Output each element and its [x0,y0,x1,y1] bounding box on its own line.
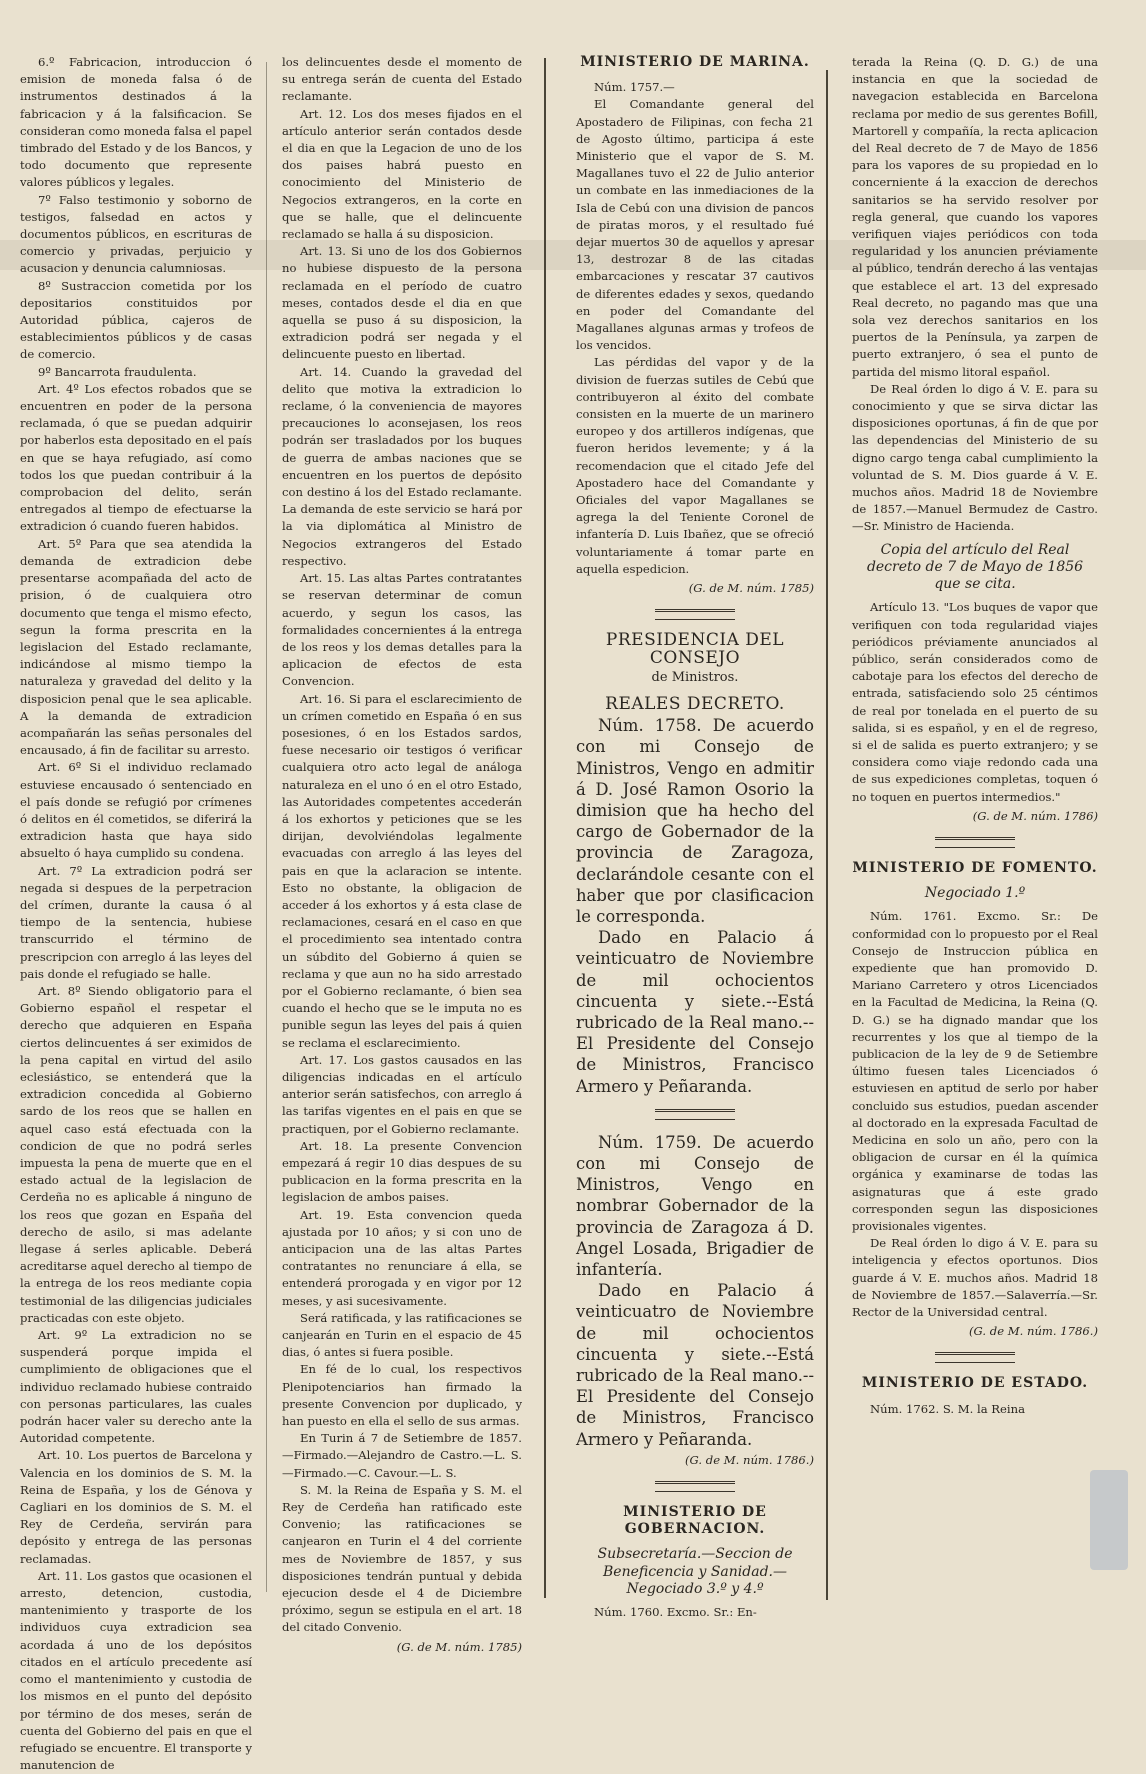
paragraph: Art. 9º La extradicion no se suspenderá porque impida el cumplimiento de obligaciones que el individuo reclamado hubiese contraido con personas particulares, las cuales podrán hacer valer su derecho ante la Autoridad competente. [20,1328,252,1446]
decrees-heading: REALES DECRETO. [605,693,785,714]
section-divider [655,1109,735,1120]
source-reference: (G. de M. núm. 1785) [688,581,814,596]
paragraph: Núm. 1762. S. M. la Reina [870,1401,1025,1416]
column-3 [576,54,814,1621]
paragraph: Artículo 13. "Los buques de vapor que verifiquen con toda regularidad viajes periódicos préviamente anunciados al público, serán considerados como de cabotaje para los efectos del derecho de entrada, satisfaciendo solo 25 céntimos de real por tonelada en el puerto de su salida, si es español, y en el de regreso, si el de salida es puerto extranjero; y se considera como viaje redondo cada una de sus expediciones completas, toquen ó no toquen en puertos intermedios." [852,600,1098,804]
paragraph: Art. 16. Si para el esclarecimiento de un crímen cometido en España ó en sus posesiones, ó en los Estados sardos, fuese necesario oir testigos ó verificar cualquiera otro acto legal de análoga naturaleza en el uno ó en el otro Estado, las Autoridades competentes accederán á los exhortos y peticiones que se les dirijan, devolviéndolas legalmente evacuadas con arreglo á las leyes del pais en que la aclaracion se intente. Esto no obstante, la obligacion de acceder á los exhortos y á esta clase de reclamaciones, cesará en el caso en que el procedimiento sea intentado contra un súbdito del Gobierno á quien se reclama y que aun no ha sido arrestado por el Gobierno reclamante, ó bien sea cuando el hecho que se le imputa no es punible segun las leyes del pais á quien se reclama el esclarecimiento. [282,691,522,1050]
paragraph: Art. 10. Los puertos de Barcelona y Valencia en los dominios de S. M. la Reina de España, y los de Génova y Cagliari en los dominios de S. M. el Rey de Cerdeña, servirán para depósito y entrega de las personas reclamadas. [20,1448,252,1566]
paragraph: Art. 7º La extradicion podrá ser negada si despues de la perpetracion del crímen, durante la causa ó al tiempo de la sentencia, hubiese transcurrido el término de prescripcion con arreglo á las leyes del pais donde el refugiado se halle. [20,863,252,981]
paragraph: S. M. la Reina de España y S. M. el Rey de Cerdeña han ratificado este Convenio; las ratificaciones se canjearon en Turin el 4 del corriente mes de Noviembre de 1857, y sus disposiciones tendrán puntual y debida ejecucion desde el 4 de Diciembre próximo, segun se estipula en el art. 18 del citado Convenio. [282,1482,522,1635]
source-reference: (G. de M. núm. 1786) [972,808,1098,823]
copy-heading: Copia del artículo del Real decreto de 7 de Mayo de 1856 que se cita. [866,541,1084,593]
paragraph: En fé de lo cual, los respectivos Plenipotenciarios han firmado la presente Convencion por duplicado, y han puesto en ella el sello de sus armas. [282,1362,522,1429]
paragraph: Art. 5º Para que sea atendida la demanda de extradicion debe presentarse acompañada del acto de prision, ó de cualquiera otro documento que tenga el mismo efecto, segun la forma prescrita en la legislacion del Estado reclamante, indicándose al mismo tiempo la naturaleza y gravedad del delito y la disposicion penal que le sea aplicable. A la demanda de extradicion acompañarán las señas personales del encausado, á fin de facilitar su arresto. [20,536,252,758]
decree-date: Dado en Palacio á veinticuatro de Noviembre de mil ochocientos cincuenta y siete.--Está rubricado de la Real mano.--El Presidente del Consejo de Ministros, Francisco Armero y Peñaranda. [576,1281,814,1449]
source-reference: (G. de M. núm. 1785) [396,1639,522,1654]
paragraph: Art. 17. Los gastos causados en las diligencias indicadas en el artículo anterior serán satisfechos, con arreglo á las tarifas vigentes en el pais en que se practiquen, por el Gobierno reclamante. [282,1052,522,1136]
paragraph: Las pérdidas del vapor y de la division de fuerzas sutiles de Cebú que contribuyeron al éxito del combate consisten en la muerte de un marinero europeo y dos artilleros indígenas, que fueron heridos levemente; y á la recomendacion que el citado Jefe del Apostadero hace del Comandante y Oficiales del vapor Magallanes se agrega la del Teniente Coronel de infantería D. Luis Ibañez, que se ofreció voluntariamente á tomar parte en aquella espedicion. [576,355,814,576]
paragraph: terada la Reina (Q. D. G.) de una instancia en que la sociedad de navegacion establecida en Barcelona reclama por medio de sus gerentes Bofill, Martorell y compañía, la recta aplicacion del Real decreto de 7 de Mayo de 1856 para los vapores de su propiedad en lo concerniente á la exaccion de derechos sanitarios se ha servido resolver por regla general, que cuando los vapores verifiquen viajes periódicos con toda regularidad y los anuncien préviamente al público, tendrán derecho á las ventajas que establece el art. 13 del expresado Real decreto, no pagando mas que una sola vez derechos sanitarios en los puertos de la Península, ya zarpen de puerto extranjero, ó sea el punto de partida del mismo litoral español. [852,55,1098,379]
paragraph: 9º Bancarrota fraudulenta. [38,364,197,379]
paragraph: 6.º Fabricacion, introduccion ó emision de moneda falsa ó de instrumentos destinados á la fabricacion y á la falsificacion. Se consideran como moneda falsa el papel timbrado del Estado y de los Bancos, y todo documento que represente valores públicos y legales. [20,55,252,190]
column-rule [826,70,828,1600]
paragraph: Art. 11. Los gastos que ocasionen el arresto, detencion, custodia, mantenimiento y trasporte de los individuos cuya extradicion sea acordada á uno de los depósitos citados en el artículo precedente así como el mantenimiento y custodia de los mismos en el punto del depósito por término de dos meses, serán de cuenta del Gobierno del pais en que el refugiado se encuentre. El transporte y manutencion de [20,1568,252,1773]
paragraph: En Turin á 7 de Setiembre de 1857.—Firmado.—Alejandro de Castro.—L. S.—Firmado.—C. Cavour.—L. S. [282,1431,522,1480]
paragraph: Art. 4º Los efectos robados que se encuentren en poder de la persona reclamada, ó que se puedan adquirir por haberlos esta depositado en el país en que se haya refugiado, así como todos los que puedan contribuir á la comprobacion del delito, serán entregados al tiempo de efectuarse la extradicion ó cuando fueren habidos. [20,381,252,534]
decree-date: Dado en Palacio á veinticuatro de Noviembre de mil ochocientos cincuenta y siete.--Está rubricado de la Real mano.--El Presidente del Consejo de Ministros, Francisco Armero y Peñaranda. [576,928,814,1096]
paragraph: Art. 6º Si el individuo reclamado estuviese encausado ó sentenciado en el país donde se refugió por crímenes ó delitos en él cometidos, se diferirá la extradicion hasta que haya sido absuelto ó haya cumplido su condena. [20,760,252,861]
paragraph: 8º Sustraccion cometida por los depositarios constituidos por Autoridad pública, cajeros de establecimientos públicos y de casas de comercio. [20,278,252,362]
paragraph: Art. 13. Si uno de los dos Gobiernos no hubiese dispuesto de la persona reclamada en el período de cuatro meses, contados desde el dia en que aquella se puso á su disposicion, la extradicion podrá ser negada y el delincuente puesto en libertad. [282,244,522,362]
paragraph: Núm. 1760. Excmo. Sr.: En- [594,1605,757,1620]
paragraph: los delincuentes desde el momento de su entrega serán de cuenta del Estado reclamante. [282,55,522,104]
section-divider [935,1352,1015,1363]
paragraph: Art. 15. Las altas Partes contratantes se reservan determinar de comun acuerdo, y segun los casos, las formalidades concernientes á la entrega de los reos y los demas detalles para la aplicacion de efectos de esta Convencion. [282,571,522,689]
paragraph: Art. 14. Cuando la gravedad del delito que motiva la extradicion lo reclame, ó la conveniencia de mayores precauciones lo aconsejasen, los reos podrán ser trasladados por los buques de guerra de ambas naciones que se encuentren en los puertos de depósito con destino á los del Estado reclamante. La demanda de este servicio se hará por la via diplomática al Ministro de Negocios extrangeros del Estado respectivo. [282,364,522,568]
column-rule [544,58,546,1598]
section-title-gobernacion: MINISTERIO DE GOBERNACION. [623,1504,767,1538]
tape-stain [1090,1470,1128,1570]
paragraph: 7º Falso testimonio y soborno de testigos, falsedad en actos y documentos públicos, en escrituras de comercio y privadas, perjuicio y acusacion y denuncia calumniosas. [20,192,252,276]
column-1 [20,54,252,1774]
section-divider [655,609,735,620]
paragraph: De Real órden lo digo á V. E. para su conocimiento y que se sirva dictar las disposiciones oportunas, á fin de que por las dependencias del Ministerio de su digno cargo tenga cabal cumplimiento la voluntad de S. M. Dios guarde á V. E. muchos años. Madrid 18 de Noviembre de 1857.—Manuel Bermudez de Castro.—Sr. Ministro de Hacienda. [852,381,1098,534]
column-2 [282,54,522,1664]
section-title-marina: MINISTERIO DE MARINA. [580,54,810,70]
section-divider [935,837,1015,848]
paragraph: Art. 8º Siendo obligatorio para el Gobierno español el respetar el derecho que adquieren en España ciertos delincuentes á ser eximidos de la pena capital en virtud del asilo eclesiástico, se entenderá que la extradicion concedida al Gobierno sardo de los reos que se hallen en aquel caso está efectuada con la condicion de que no podrá serles impuesta la pena de muerte que en el estado actual de la legislacion de Cerdeña no es aplicable á ninguno de los reos que gozan en España del derecho de asilo, si mas adelante llegase á serles aplicable. Deberá acreditarse aquel derecho al tiempo de la entrega de los reos mediante copia testimonial de las diligencias judiciales practicadas con este objeto. [20,983,252,1325]
section-title-presidencia: PRESIDENCIA DEL CONSEJO [605,630,785,668]
decree-number: Núm. 1757.— [594,80,675,95]
column-4 [852,54,1098,1418]
source-reference: (G. de M. núm. 1786.) [969,1324,1098,1339]
decree-text: Núm. 1758. De acuerdo con mi Consejo de Ministros, Vengo en admitir á D. José Ramon Osorio la dimision que ha hecho del cargo de Gobernador de la provincia de Zaragoza, declarándole cesante con el haber que por clasificacion le corresponda. [576,716,814,926]
paragraph: Núm. 1761. Excmo. Sr.: De conformidad con lo propuesto por el Real Consejo de Instruccion pública en expediente que han promovido D. Mariano Carretero y otros Licenciados en la Facultad de Medicina, la Reina (Q. D. G.) se ha dignado mandar que los recurrentes y los que al tiempo de la publicacion de la ley de 9 de Setiembre último fuesen tales Licenciados ó estuviesen en aptitud de serlo por haber concluido sus estudios, puedan ascender al doctorado en la expresada Facultad de Medicina en solo un año, pero con la obligacion de cursar en él la química orgánica y examinarse de todas las asignaturas que á este grado corresponden segun las disposiciones provisionales vigentes. [852,909,1098,1233]
paragraph: Art. 12. Los dos meses fijados en el artículo anterior serán contados desde el dia en que la Legacion de uno de los dos paises habrá puesto en conocimiento del Ministerio de Negocios extrangeros, en la corte en que se halle, que el delincuente reclamado se halla á su disposicion. [282,106,522,242]
section-divider [655,1481,735,1492]
section-subtitle: Negociado 1.º [924,885,1026,902]
decree-block [576,715,814,1450]
paragraph: Art. 18. La presente Convencion empezará á regir 10 dias despues de su publicacion en la forma prescrita en la legislacion de ambos paises. [282,1138,522,1205]
section-subtitle: de Ministros. [651,669,739,685]
section-title-estado: MINISTERIO DE ESTADO. [861,1375,1089,1392]
source-reference: (G. de M. núm. 1786.) [685,1452,814,1467]
paragraph: Art. 19. Esta convencion queda ajustada por 10 años; y si con uno de anticipacion una de las altas Partes contratantes no renunciare á ella, se entenderá prorogada y en vigor por 12 meses, y asi sucesivamente. [282,1207,522,1308]
column-rule [266,62,267,1592]
section-subtitle: Subsecretaría.—Seccion de Beneficencia y Sanidad.—Negociado 3.º y 4.º [597,1546,793,1597]
section-title-fomento: MINISTERIO DE FOMENTO. [852,859,1098,876]
decree-text: Núm. 1759. De acuerdo con mi Consejo de Ministros, Vengo en nombrar Gobernador de la provincia de Zaragoza á D. Angel Losada, Brigadier de infantería. [576,1132,814,1279]
paragraph: El Comandante general del Apostadero de Filipinas, con fecha 21 de Agosto último, participa á este Ministerio que el vapor de S. M. Magallanes tuvo el 22 de Julio anterior un combate en las inmediaciones de la Isla de Cebú con una division de pancos de piratas moros, y el resultado fué dejar muertos 30 de aquellos y apresar 13, destrozar 8 de las citadas embarcaciones y rescatar 37 cautivos de diferentes edades y sexos, quedando en poder del Comandante del Magallanes algunas armas y trofeos de los vencidos. [576,97,814,353]
paragraph: Será ratificada, y las ratificaciones se canjearán en Turin en el espacio de 45 dias, ó antes si fuera posible. [282,1310,522,1360]
paragraph: De Real órden lo digo á V. E. para su inteligencia y efectos oportunos. Dios guarde á V. E. muchos años. Madrid 18 de Noviembre de 1857.—Salaverría.—Sr. Rector de la Universidad central. [852,1236,1098,1320]
